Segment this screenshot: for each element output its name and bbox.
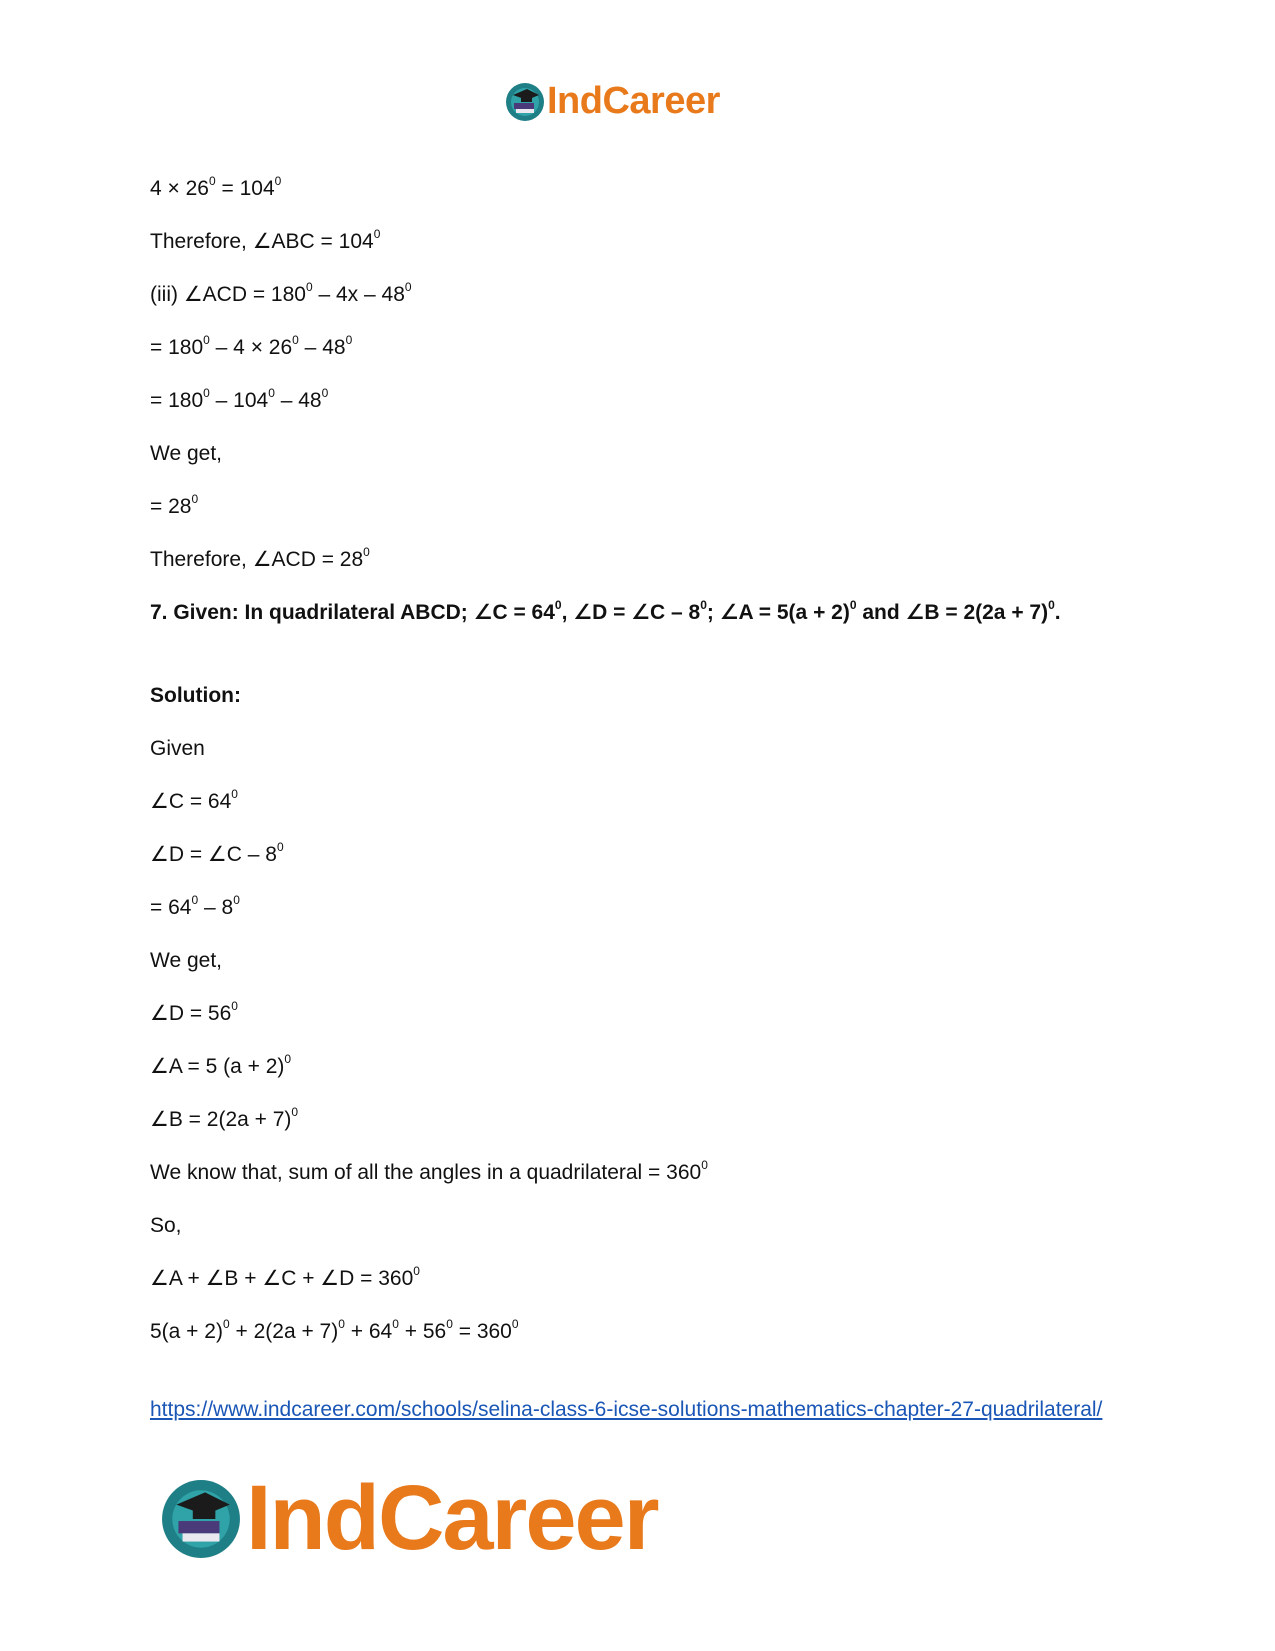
footer-logo xyxy=(160,1466,658,1571)
text-line: ∠A + ∠B + ∠C + ∠D = $360^0$ xyxy=(150,1264,420,1290)
text-line: We get, xyxy=(150,442,222,465)
text-line: We know that, sum of all the angles in a quadrilateral = $360^0$ xyxy=(150,1158,708,1184)
logo-globe-icon xyxy=(160,1478,242,1560)
question-heading: 7. Given: In quadrilateral ABCD; ∠C = $64^0$, ∠D = ∠C – $8^0$; ∠A = $5(a + 2)^0$ and ∠B = $2(2a + 7)^0$. xyxy=(150,598,1061,624)
text-line: = $28^0$ xyxy=(150,492,199,518)
text-line: ∠B = $2(2a + 7)^0$ xyxy=(150,1105,299,1131)
text-line: (iii) ∠ACD = $180^0 - 4x - 48^0$ xyxy=(150,280,412,306)
text-line: = $64^0 - 8^0$ xyxy=(150,893,240,919)
text-line: = $180^0 - 104^0 - 48^0$ xyxy=(150,386,329,412)
text-line: ∠D = $56^0$ xyxy=(150,999,238,1025)
text-line: We get, xyxy=(150,949,222,972)
text-line: Therefore, ∠ACD = $28^0$ xyxy=(150,545,370,571)
text-line: Therefore, ∠ABC = $104^0$ xyxy=(150,227,381,253)
text-line: $4 \times 26^0 = 104^0$ xyxy=(150,174,282,200)
header-logo xyxy=(505,80,720,123)
solution-heading: Solution: xyxy=(150,684,241,707)
text-line: ∠A = 5 $(a + 2)^0$ xyxy=(150,1052,292,1078)
logo-wordmark: IndCareer xyxy=(547,80,720,122)
text-line: $5(a + 2)^0 + 2(2a + 7)^0 + 64^0 + 56^0 = 360^0$ xyxy=(150,1317,519,1343)
source-link[interactable]: https://www.indcareer.com/schools/selina-class-6-icse-solutions-mathematics-chapter-27-quadrilateral/ xyxy=(150,1398,1103,1421)
text-line: ∠D = ∠C – $8^0$ xyxy=(150,840,284,866)
text-line: So, xyxy=(150,1214,182,1237)
logo-globe-icon xyxy=(505,82,545,122)
text-line: ∠C = $64^0$ xyxy=(150,787,238,813)
text-line: = $180^0 - 4 \times 26^0 - 48^0$ xyxy=(150,333,353,359)
text-line: Given xyxy=(150,737,205,760)
logo-wordmark: IndCareer xyxy=(246,1467,658,1569)
